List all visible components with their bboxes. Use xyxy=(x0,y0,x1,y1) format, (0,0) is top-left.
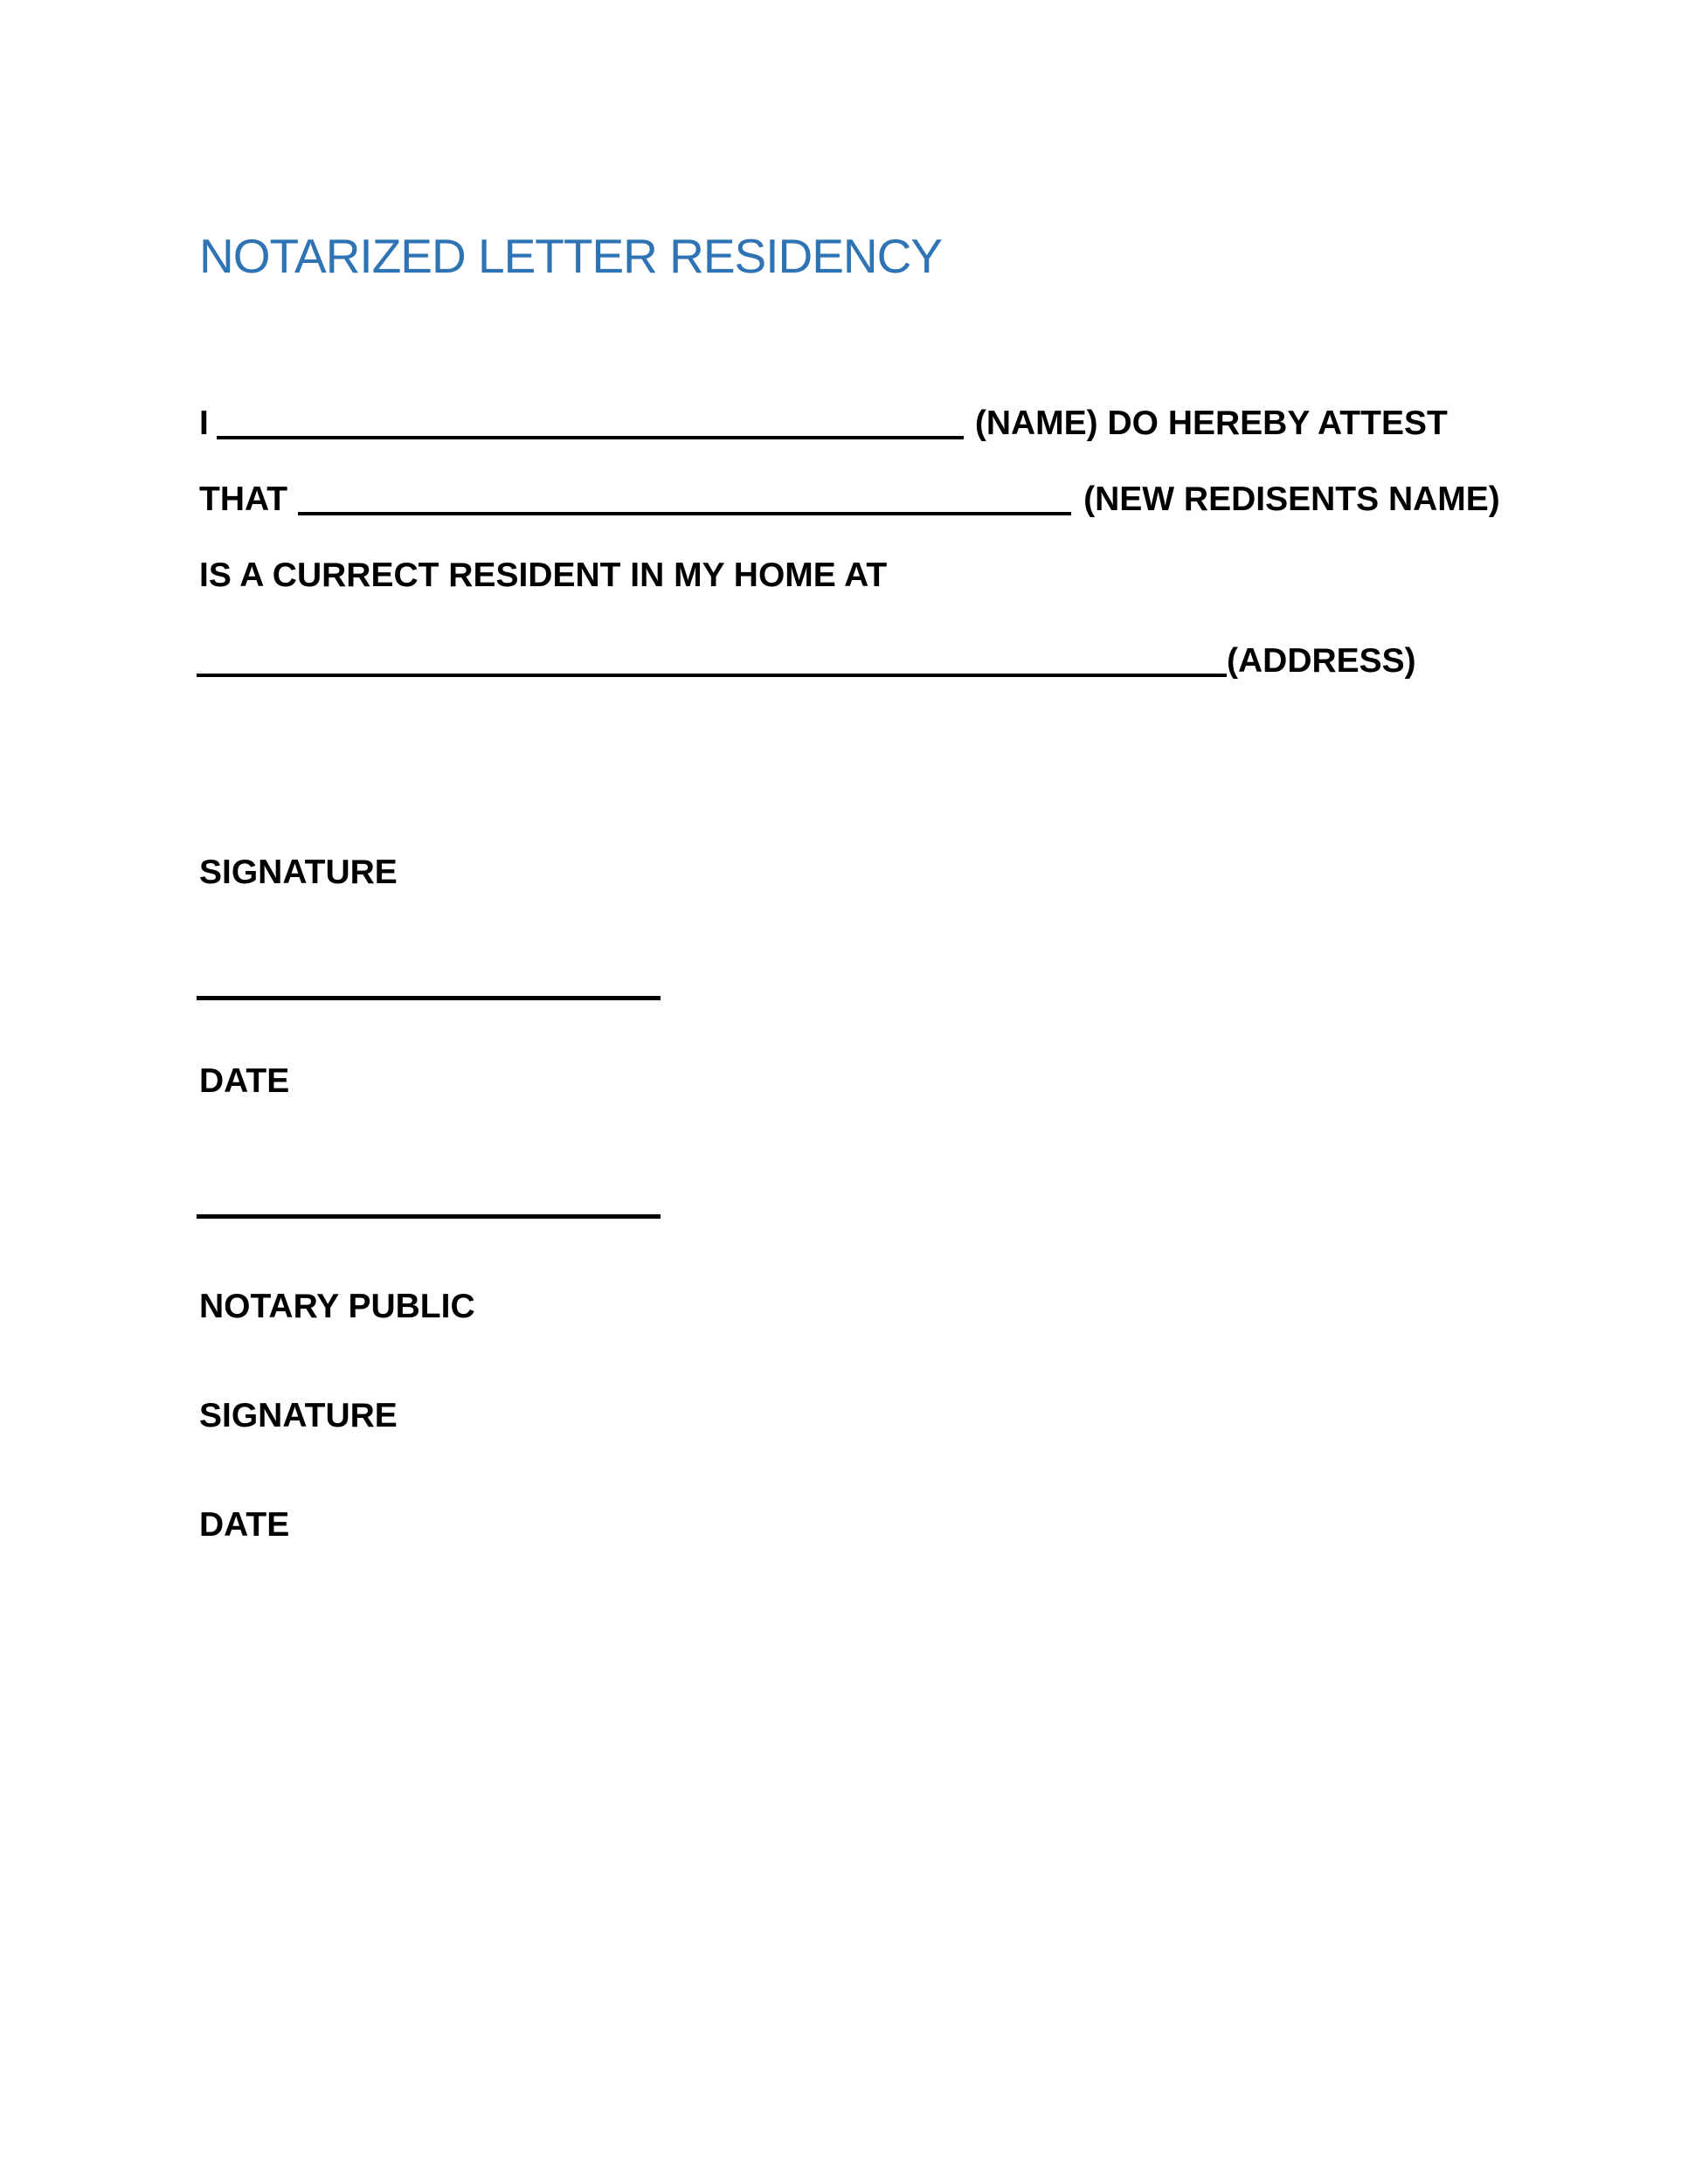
resident-statement-line: IS A CURRECT RESIDENT IN MY HOME AT xyxy=(199,556,888,594)
new-resident-line-suffix: (NEW REDISENTS NAME) xyxy=(1083,480,1500,518)
page-title: NOTARIZED LETTER RESIDENCY xyxy=(199,229,943,283)
address-blank-field xyxy=(197,665,1227,677)
date-line xyxy=(197,1214,661,1219)
attest-line-prefix: I xyxy=(199,404,209,442)
new-resident-line xyxy=(199,482,1500,516)
new-resident-name-blank-field xyxy=(298,503,1071,515)
notary-signature-label: SIGNATURE xyxy=(199,1397,398,1434)
notary-public-label: NOTARY PUBLIC xyxy=(199,1288,475,1325)
attest-line xyxy=(199,406,1448,440)
name-blank-field xyxy=(217,427,964,439)
signature-line xyxy=(197,996,661,1000)
signature-label: SIGNATURE xyxy=(199,854,398,891)
date-label: DATE xyxy=(199,1062,290,1100)
address-line-suffix: (ADDRESS) xyxy=(1227,642,1416,680)
address-line xyxy=(197,644,1416,678)
new-resident-line-prefix: THAT xyxy=(199,480,288,518)
notary-date-label: DATE xyxy=(199,1506,290,1544)
attest-line-suffix: (NAME) DO HEREBY ATTEST xyxy=(974,404,1448,442)
